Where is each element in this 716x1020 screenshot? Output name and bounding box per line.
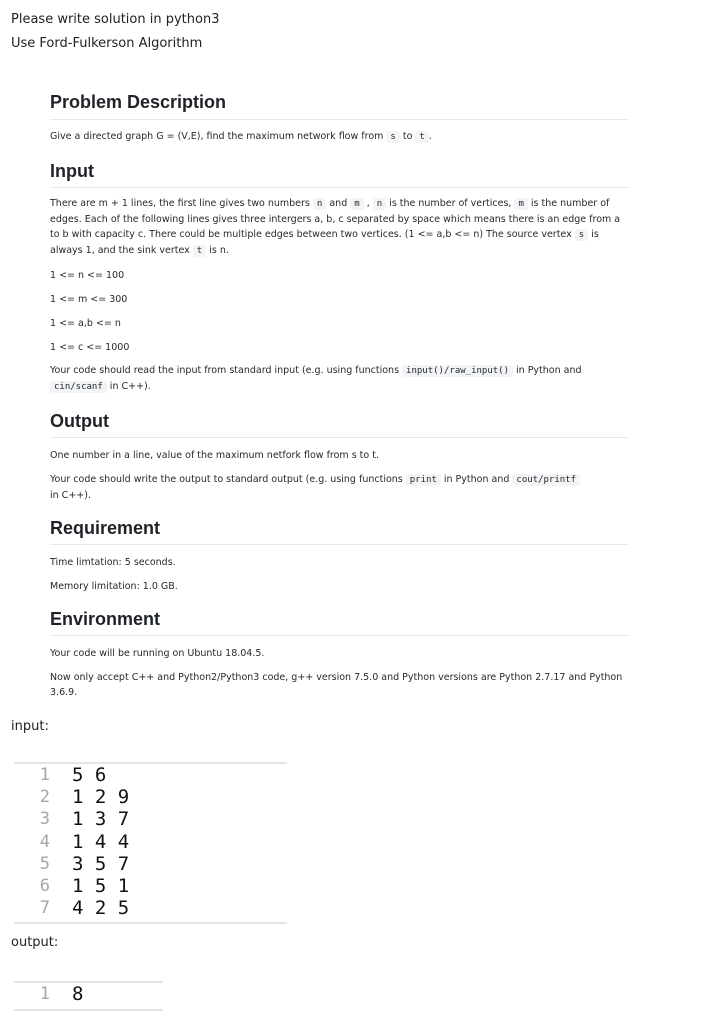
environment-os: Your code will be running on Ubuntu 18.04.5.	[50, 648, 265, 659]
line-number: 3	[39, 809, 50, 830]
memory-limit: Memory limitation: 1.0 GB.	[50, 581, 178, 592]
output-label: output:	[11, 935, 59, 950]
environment-title: Environment	[50, 609, 161, 629]
requirement-title: Requirement	[50, 518, 161, 538]
line-number: 1	[39, 765, 50, 785]
line-number: 7	[39, 898, 50, 919]
problem-description-section	[50, 92, 628, 113]
code-line	[14, 897, 287, 919]
environment-section	[50, 609, 628, 630]
code-line	[14, 764, 287, 786]
input-code-block	[14, 762, 287, 924]
divider	[50, 119, 628, 120]
code-text: 1 4 4	[72, 830, 130, 853]
constraint-ab: 1 <= a,b <= n	[50, 318, 121, 329]
code-text: 8	[72, 983, 84, 1005]
input-paragraph: There are m + 1 lines, the first line gives two numbers n and m , n is the number of vertices, m is the number of edges. Each of the following lines gives three intergers a, b, c separated by space which means there is an edge from a to b with capacity c. There could be multiple edges between two vertices. (1 <= a,b <= n) The source vertex s is always 1, and the sink vertex t is n.	[50, 198, 621, 256]
input-label: input:	[11, 719, 49, 734]
code-text: 1 3 7	[72, 808, 130, 831]
output-title: Output	[50, 411, 109, 431]
divider	[50, 544, 628, 545]
divider	[50, 635, 628, 636]
requirement-section	[50, 518, 628, 539]
problem-description-text: Give a directed graph G = (V,E), find the maximum network flow from s to t .	[50, 131, 432, 142]
code-text: 3 5 7	[72, 852, 130, 875]
input-title: Input	[50, 161, 94, 181]
divider	[50, 187, 628, 188]
constraint-n: 1 <= n <= 100	[50, 270, 125, 281]
line-number: 1	[39, 984, 50, 1004]
output-description: One number in a line, value of the maximum netfork flow from s to t.	[50, 450, 379, 461]
output-io-note: Your code should write the output to standard output (e.g. using functions print in Python and cout/printf in C++).	[50, 472, 628, 503]
line-number: 5	[39, 853, 50, 874]
output-code-block	[14, 981, 163, 1011]
time-limit: Time limtation: 5 seconds.	[50, 557, 176, 568]
constraint-c: 1 <= c <= 1000	[50, 342, 130, 353]
problem-description-body	[50, 129, 628, 145]
code-line	[14, 786, 287, 808]
line-number: 2	[39, 787, 50, 808]
intro-algorithm: Use Ford-Fulkerson Algorithm	[11, 36, 203, 51]
intro-python3: Please write solution in python3	[11, 12, 220, 27]
code-line	[14, 808, 287, 830]
code-line	[14, 831, 287, 853]
code-line	[14, 853, 287, 875]
code-line	[14, 875, 287, 897]
input-section	[50, 161, 628, 182]
code-text: 5 6	[72, 764, 107, 786]
code-text: 1 2 9	[72, 786, 130, 809]
input-io-note: Your code should read the input from standard input (e.g. using functions input()/raw_input() in Python and cin/scanf in C++).	[50, 365, 582, 392]
code-text: 1 5 1	[72, 874, 130, 897]
output-section	[50, 411, 628, 432]
line-number: 6	[39, 875, 50, 896]
constraint-m: 1 <= m <= 300	[50, 294, 128, 305]
divider	[50, 437, 628, 438]
input-body	[50, 196, 628, 259]
code-text: 4 2 5	[72, 897, 130, 920]
problem-description-title: Problem Description	[50, 92, 227, 112]
line-number: 4	[39, 831, 50, 852]
code-line	[14, 983, 163, 1005]
environment-versions: Now only accept C++ and Python2/Python3 code, g++ version 7.5.0 and Python versions are Python 2.7.17 and Python 3.6.9.	[50, 672, 623, 698]
